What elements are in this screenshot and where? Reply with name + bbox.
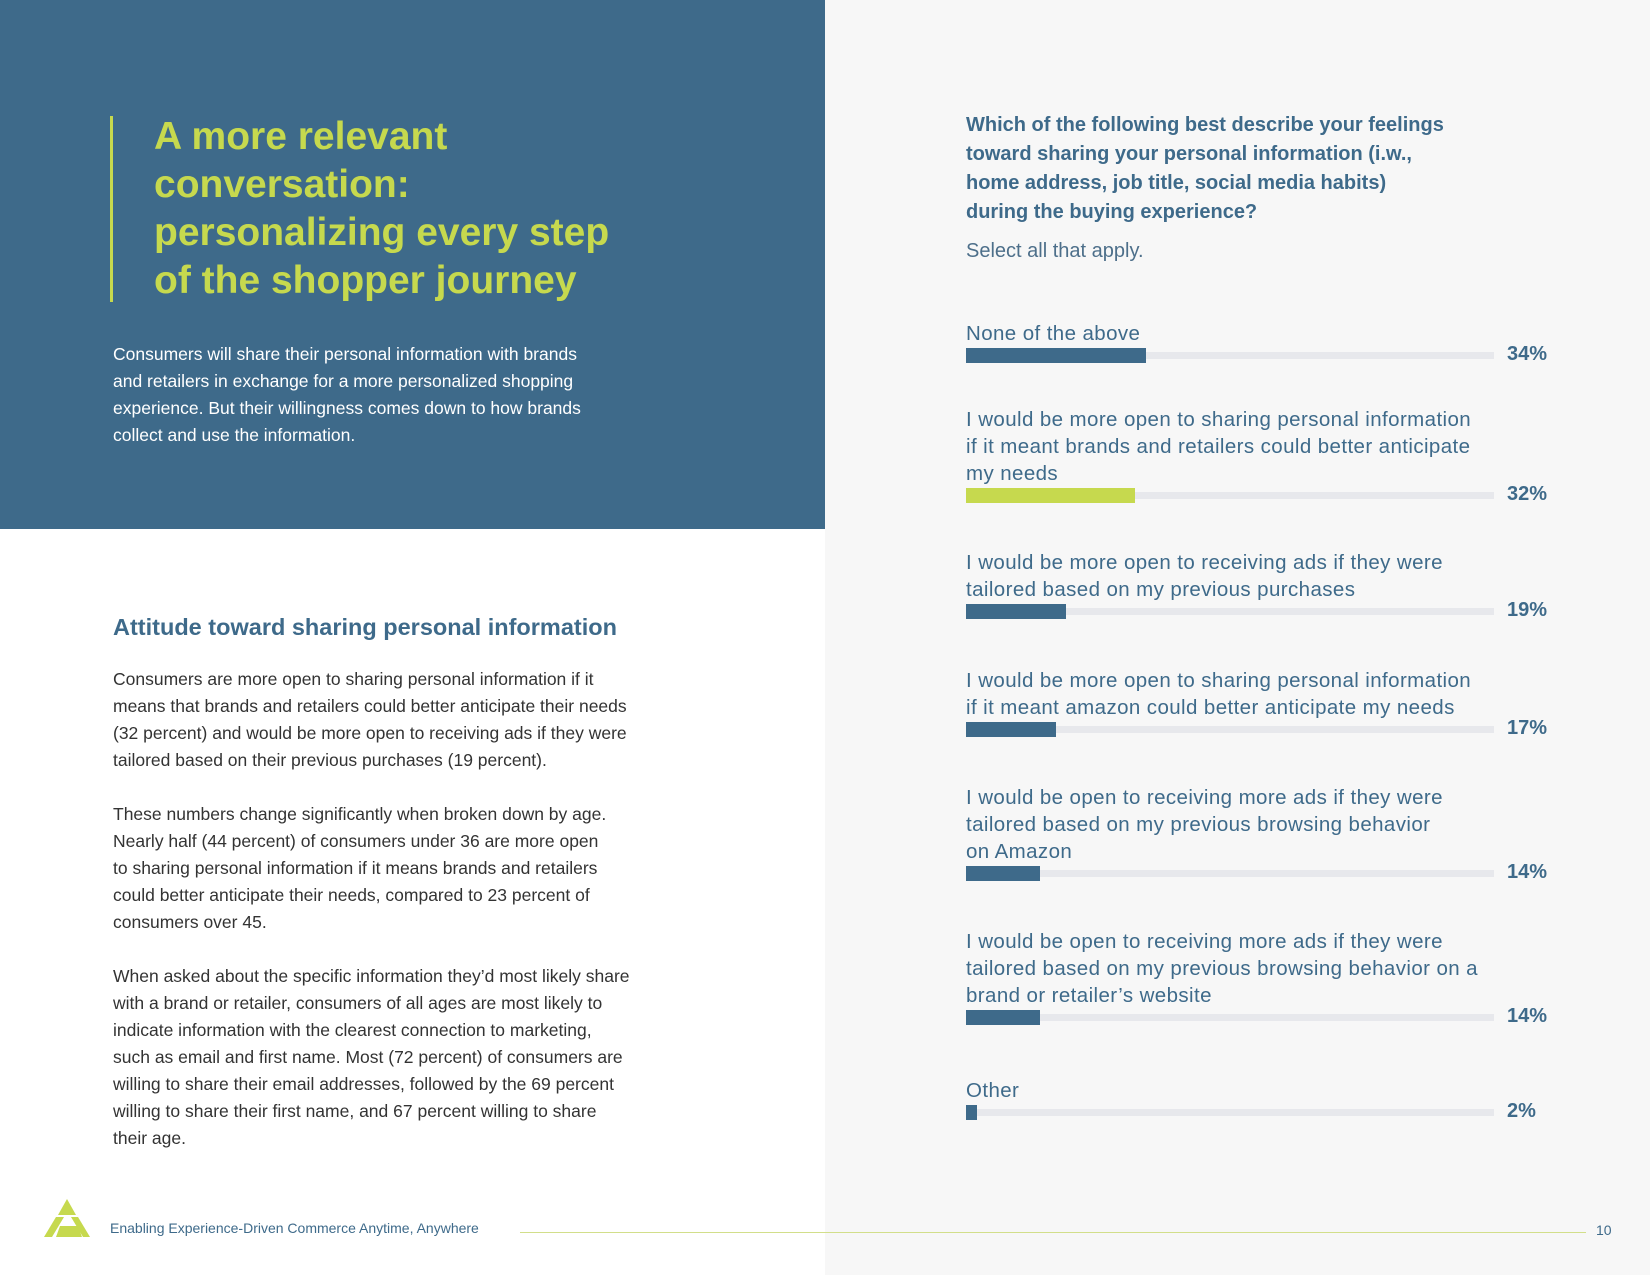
bar-label-line: tailored based on my previous browsing behavior on a: [966, 957, 1478, 980]
bar-label-line: brand or retailer’s website: [966, 984, 1212, 1007]
chart-item: [966, 320, 1586, 368]
bar-label-line: I would be more open to receiving ads if they were: [966, 551, 1443, 574]
paragraph-line: to sharing personal information if it means brands and retailers: [113, 858, 598, 878]
bar-label-line: I would be open to receiving more ads if they were: [966, 930, 1443, 953]
question-line: Which of the following best describe your feelings: [966, 114, 1444, 136]
bar-row: [966, 1005, 1586, 1030]
bar-label-line: on Amazon: [966, 840, 1073, 863]
bar-value-label: 32%: [1507, 483, 1548, 505]
bar-label-line: if it meant brands and retailers could better anticipate: [966, 435, 1471, 458]
bar-label-line: I would be more open to sharing personal information: [966, 669, 1472, 692]
bar-label-line: Other: [966, 1079, 1020, 1102]
bar-track: [966, 870, 1494, 877]
bar-row: [966, 717, 1586, 742]
question-line: during the buying experience?: [966, 201, 1258, 223]
paragraph-line: Consumers are more open to sharing personal information if it: [113, 669, 594, 689]
paragraph-line: willing to share their first name, and 67 percent willing to share: [113, 1101, 597, 1121]
question-line: home address, job title, social media habits): [966, 172, 1387, 194]
bar-label-line: I would be more open to sharing personal information: [966, 408, 1472, 431]
bar-label-line: None of the above: [966, 322, 1141, 345]
survey-instruction: Select all that apply.: [966, 240, 1144, 262]
hero-accent-rule: [110, 116, 113, 302]
bar-category-label: [966, 549, 1586, 603]
bar-row: [966, 1100, 1586, 1125]
chart-item: [966, 667, 1586, 742]
paragraph-line: tailored based on their previous purchases (19 percent).: [113, 750, 547, 770]
body-paragraph: [113, 801, 693, 936]
bar-track: [966, 1109, 1494, 1116]
brand-logo-icon: [44, 1199, 90, 1237]
chart-item: [966, 784, 1586, 886]
footer-tagline: Enabling Experience-Driven Commerce Anytime, Anywhere: [110, 1220, 479, 1236]
bar-fill: [966, 1105, 977, 1120]
bar-row: [966, 343, 1586, 368]
bar-label-line: if it meant amazon could better anticipate my needs: [966, 696, 1455, 719]
hero-intro-line: experience. But their willingness comes down to how brands: [113, 398, 581, 418]
bar-label-line: tailored based on my previous browsing behavior: [966, 813, 1431, 836]
hero-title: [154, 113, 674, 305]
paragraph-line: could better anticipate their needs, compared to 23 percent of: [113, 885, 590, 905]
bar-fill: [966, 488, 1135, 503]
hero-intro-line: collect and use the information.: [113, 425, 356, 445]
paragraph-line: willing to share their email addresses, followed by the 69 percent: [113, 1074, 614, 1094]
section-heading: Attitude toward sharing personal information: [113, 614, 617, 640]
bar-category-label: [966, 320, 1586, 347]
bar-category-label: [966, 667, 1586, 721]
survey-question: [966, 111, 1526, 227]
bar-category-label: [966, 928, 1586, 1009]
bar-category-label: [966, 406, 1586, 487]
paragraph-line: such as email and first name. Most (72 percent) of consumers are: [113, 1047, 623, 1067]
bar-fill: [966, 1010, 1040, 1025]
page-number: 10: [1596, 1222, 1612, 1238]
paragraph-line: indicate information with the clearest connection to marketing,: [113, 1020, 592, 1040]
bar-row: [966, 861, 1586, 886]
bar-value-label: 14%: [1507, 1005, 1548, 1027]
hero-title-line: personalizing every step: [154, 211, 610, 254]
chart-item: [966, 406, 1586, 508]
footer-divider: [520, 1232, 1586, 1233]
paragraph-line: (32 percent) and would be more open to receiving ads if they were: [113, 723, 627, 743]
chart-item: [966, 928, 1586, 1030]
paragraph-line: These numbers change significantly when broken down by age.: [113, 804, 607, 824]
paragraph-line: their age.: [113, 1128, 186, 1148]
bar-track: [966, 1014, 1494, 1021]
paragraph-line: Nearly half (44 percent) of consumers under 36 are more open: [113, 831, 599, 851]
hero-title-line: conversation:: [154, 163, 410, 206]
chart-item: [966, 1077, 1586, 1125]
bar-fill: [966, 722, 1056, 737]
paragraph-line: When asked about the specific information they’d most likely share: [113, 966, 630, 986]
bar-label-line: I would be open to receiving more ads if they were: [966, 786, 1443, 809]
bar-fill: [966, 866, 1040, 881]
hero-intro-line: and retailers in exchange for a more personalized shopping: [113, 371, 574, 391]
hero-intro-line: Consumers will share their personal information with brands: [113, 344, 577, 364]
bar-row: [966, 483, 1586, 508]
hero-intro: [113, 341, 653, 449]
paragraph-line: with a brand or retailer, consumers of all ages are most likely to: [113, 993, 603, 1013]
bar-label-line: tailored based on my previous purchases: [966, 578, 1356, 601]
hero-title-line: of the shopper journey: [154, 259, 577, 302]
bar-value-label: 19%: [1507, 599, 1548, 621]
bar-fill: [966, 348, 1146, 363]
bar-category-label: [966, 1077, 1586, 1104]
bar-value-label: 17%: [1507, 717, 1548, 739]
paragraph-line: consumers over 45.: [113, 912, 267, 932]
paragraph-line: means that brands and retailers could better anticipate their needs: [113, 696, 627, 716]
bar-value-label: 2%: [1507, 1100, 1536, 1122]
bar-value-label: 14%: [1507, 861, 1548, 883]
bar-category-label: [966, 784, 1586, 865]
bar-fill: [966, 604, 1066, 619]
body-paragraph: [113, 666, 693, 774]
hero-panel: [0, 0, 825, 529]
question-line: toward sharing your personal information (i.w.,: [966, 143, 1412, 165]
body-paragraph: [113, 963, 693, 1152]
hero-title-line: A more relevant: [154, 115, 448, 158]
bar-row: [966, 599, 1586, 624]
bar-value-label: 34%: [1507, 343, 1548, 365]
chart-item: [966, 549, 1586, 624]
bar-label-line: my needs: [966, 462, 1059, 485]
